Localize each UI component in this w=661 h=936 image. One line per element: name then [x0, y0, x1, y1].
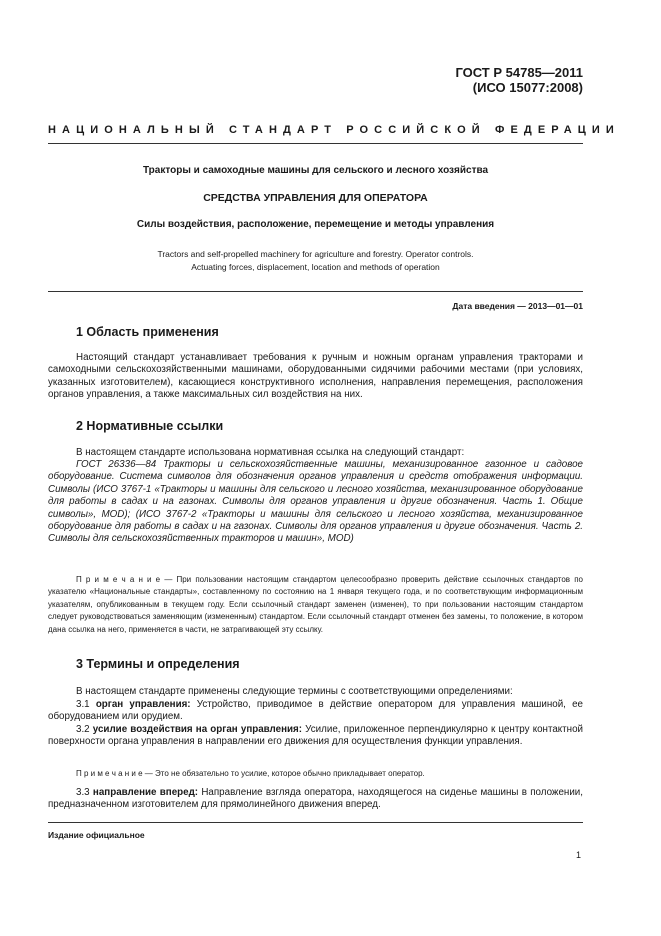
english-title	[48, 248, 583, 274]
term-definition: Устройство, приводимое в действие оператором для управления машиной, ее оборудованием или орудием.	[48, 699, 583, 723]
term-number: 3.2	[76, 724, 93, 735]
section-1-heading: 1 Область применения	[76, 325, 219, 339]
term-3-3	[48, 787, 583, 812]
term-number: 3.3	[76, 787, 93, 798]
term-definition: Направление взгляда оператора, находящегося на сиденье машины в положении, предназначенном изготовителем для прямолинейного движения вперед.	[48, 787, 583, 811]
section-2-intro: В настоящем стандарте использована нормативная ссылка на следующий стандарт:	[76, 447, 465, 458]
footer-rule	[48, 822, 583, 823]
note-text: — Это не обязательно то усилие, которое обычно прикладывает оператор.	[142, 769, 425, 778]
term-name: усилие воздействия на орган управления:	[92, 724, 303, 735]
iso-number: (ИСО 15077:2008)	[472, 80, 583, 95]
note-label: П р и м е ч а н и е	[76, 769, 143, 778]
header-rule	[48, 143, 583, 144]
section-3-note	[48, 768, 583, 780]
term-name: орган управления:	[95, 699, 191, 710]
title-line-1: Тракторы и самоходные машины для сельского и лесного хозяйства	[142, 165, 489, 176]
title-line-2: СРЕДСТВА УПРАВЛЕНИЯ ДЛЯ ОПЕРАТОРА	[203, 192, 428, 204]
term-definition: Усилие, приложенное перпендикулярно к центру контактной поверхности органа управления в направлении его движения для осуществления функции управления.	[48, 724, 583, 748]
english-title-line-1: Tractors and self-propelled machinery for agriculture and forestry. Operator controls.	[157, 249, 474, 259]
standard-number: ГОСТ Р 54785—2011	[455, 65, 583, 80]
title-line-3: Силы воздействия, расположение, перемещение и методы управления	[136, 219, 495, 230]
term-number: 3.1	[76, 699, 96, 710]
section-2-heading: 2 Нормативные ссылки	[76, 419, 224, 433]
section-1-text: Настоящий стандарт устанавливает требования к ручным и ножным органам управления тракторами и самоходными сельскохозяйственными машинами, оборудованными сидячими рабочими местами (при условиях, указанных изготовителем), касающиеся конструктивного исполнения, направления перемещения, расположения органов управления, а также максимальных сил воздействия на них.	[48, 352, 583, 401]
term-3-1	[48, 699, 583, 724]
note-text: — При пользовании настоящим стандартом целесообразно проверить действие ссылочных стандартов по указателю «Национальные стандарты», составленному по состоянию на 1 января текущего года, и по соответствующим информационным указателям, опубликованным в текущем году. Если ссылочный стандарт заменен (изменен), то при пользовании настоящим стандартом следует руководствоваться заменяющим (измененным) стандартом. Если ссылочный стандарт отменен без замены, то положение, в котором дана ссылка на него, применяется в части, не затрагивающей эту ссылку.	[48, 575, 583, 634]
introduction-date: Дата введения — 2013—01—01	[452, 301, 583, 311]
official-edition-label: Издание официальное	[48, 830, 145, 840]
section-2-note	[48, 574, 583, 636]
page-number: 1	[575, 850, 581, 860]
national-standard-heading: НАЦИОНАЛЬНЫЙ СТАНДАРТ РОССИЙСКОЙ ФЕДЕРАЦИИ	[48, 124, 620, 136]
section-3-heading: 3 Термины и определения	[76, 657, 240, 671]
section-2-reference: ГОСТ 26336—84 Тракторы и сельскохозяйственные машины, механизированное газонное и садовое оборудование. Система символов для обозначения органов управления и средств отображения информации. Символы (ИСО 3767-1 «Тракторы и машины для сельского и лесного хозяйства, механизированное оборудование для работы в садах и на газонах. Символы для органов управления и другие обозначения. Часть 1. Общие символы», MOD); (ИСО 3767-2 «Тракторы и машины для сельского и лесного хозяйства, механизированное оборудование для работы в садах и на газонах. Символы для органов управления и другие обозначения. Часть 2. Символы для сельскохозяйственных тракторов и машин», MOD)	[48, 459, 583, 545]
english-title-line-2: Actuating forces, displacement, location and methods of operation	[191, 262, 440, 272]
section-3-intro: В настоящем стандарте применены следующие термины с соответствующими определениями:	[76, 686, 513, 697]
term-name: направление вперед:	[92, 787, 199, 798]
standard-number-block	[455, 65, 583, 95]
title-rule	[48, 291, 583, 292]
note-label: П р и м е ч а н и е	[76, 575, 161, 584]
term-3-2	[48, 724, 583, 749]
